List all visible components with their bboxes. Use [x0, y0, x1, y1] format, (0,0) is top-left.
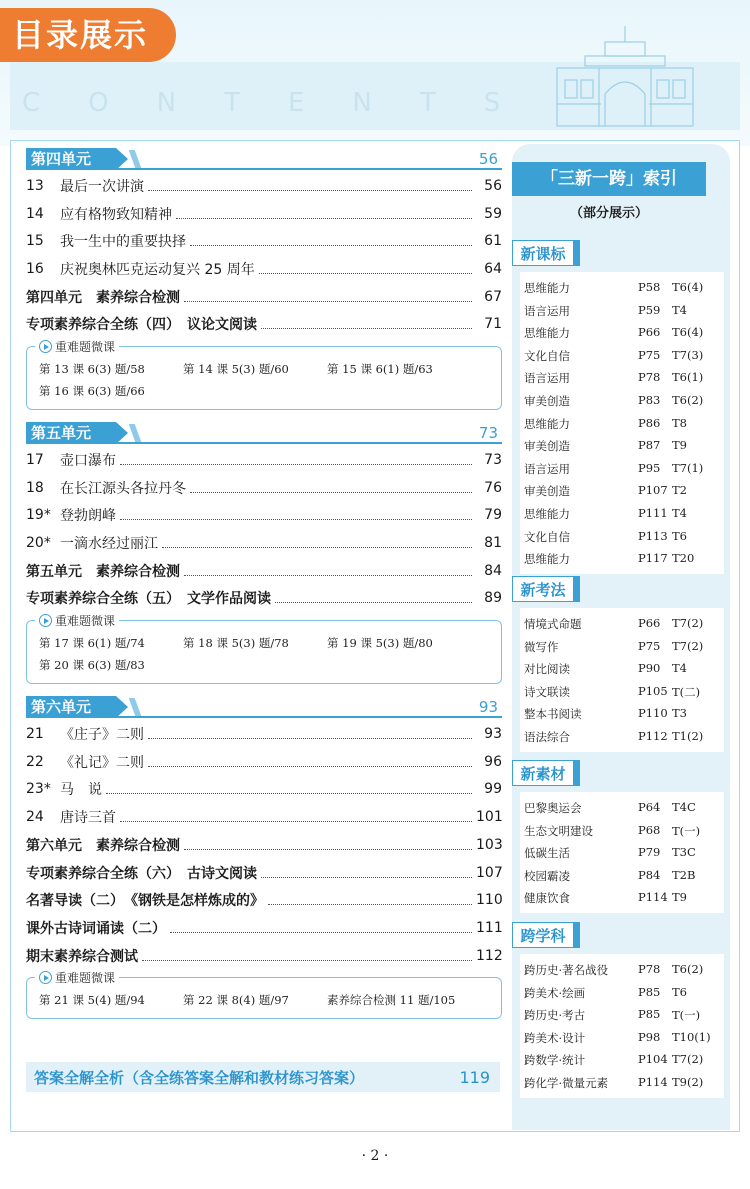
index-item-page: P59 — [638, 302, 661, 317]
weike-label[interactable] — [35, 612, 119, 629]
play-icon — [39, 614, 52, 627]
weike-box — [26, 340, 502, 410]
toc-entry-title: 我一生中的重要抉择 — [60, 234, 186, 251]
weike-label-text: 重难题微课 — [55, 971, 116, 986]
index-item-name: 低碳生活 — [524, 846, 570, 861]
index-item[interactable] — [520, 635, 724, 658]
index-item-name: 审美创造 — [524, 439, 570, 454]
unit-block — [26, 148, 502, 410]
index-item-page: P64 — [638, 800, 661, 814]
toc-leader-dots — [148, 757, 472, 767]
index-section-tag — [512, 240, 580, 266]
index-item-name: 校园霸凌 — [524, 868, 570, 883]
toc-entry[interactable] — [26, 831, 502, 859]
index-item[interactable] — [520, 958, 724, 981]
toc-leader-dots — [190, 236, 472, 246]
index-item-question: T10(1) — [672, 1029, 711, 1044]
index-item[interactable] — [520, 841, 724, 864]
weike-item[interactable]: 素养综合检测 11 题/105 — [327, 993, 456, 1008]
index-item-page: P75 — [638, 347, 661, 362]
weike-item[interactable]: 第 18 课 5(3) 题/78 — [183, 636, 289, 651]
index-item-question: T3 — [672, 706, 687, 721]
index-item-page: P117 — [638, 551, 668, 566]
toc-entry-title: 名著导读（二） 《钢铁是怎样炼成的》 — [26, 893, 264, 910]
index-item-name: 整本书阅读 — [524, 707, 582, 722]
weike-box — [26, 614, 502, 684]
toc-list — [26, 446, 502, 612]
toc-entry[interactable] — [26, 283, 502, 311]
index-item[interactable] — [520, 434, 724, 457]
toc-leader-dots — [190, 483, 472, 493]
toc-entry-title: 第五单元 素养综合检测 — [26, 563, 180, 580]
index-item-name: 对比阅读 — [524, 662, 570, 677]
index-section-label: 跨学科 — [512, 922, 574, 948]
toc-entry[interactable] — [26, 227, 502, 255]
index-item-question: T6(2) — [672, 962, 704, 976]
toc-entry[interactable] — [26, 529, 502, 557]
toc-entry[interactable] — [26, 748, 502, 776]
index-item-name: 思维能力 — [524, 416, 570, 431]
index-section-tag — [512, 760, 580, 786]
index-item-question: T7(2) — [672, 616, 704, 630]
toc-entry-title: 专项素养综合全练（六） 古诗文阅读 — [26, 865, 257, 882]
toc-entry-page: 111 — [476, 919, 503, 936]
toc-entry-page: 71 — [484, 316, 502, 333]
weike-item[interactable]: 第 22 课 8(4) 题/97 — [183, 993, 289, 1008]
index-section-tag — [512, 576, 580, 602]
index-item-name: 生态文明建设 — [524, 823, 593, 838]
index-item[interactable] — [520, 525, 724, 548]
index-item-name: 诗文联读 — [524, 684, 570, 699]
toc-entry-number: 13 — [26, 177, 44, 194]
index-list — [520, 272, 724, 574]
answer-bar[interactable] — [26, 1062, 500, 1092]
toc-entry-page: 56 — [484, 177, 502, 194]
toc-entry-title: 第六单元 素养综合检测 — [26, 837, 180, 854]
toc-entry-title: 壶口瀑布 — [60, 452, 116, 469]
toc-entry-page: 59 — [484, 205, 502, 222]
toc-leader-dots — [184, 292, 472, 302]
toc-entry-number: 20* — [26, 535, 51, 552]
toc-entry-title: 应有格物致知精神 — [60, 206, 172, 223]
index-item-question: T4C — [672, 800, 696, 814]
toc-entry[interactable] — [26, 585, 502, 613]
index-item-page: P110 — [638, 706, 668, 721]
index-item[interactable] — [520, 725, 724, 748]
toc-entry-title: 专项素养综合全练（五） 文学作品阅读 — [26, 591, 271, 608]
toc-entry-title: 一滴水经过丽江 — [60, 536, 158, 553]
index-list — [520, 954, 724, 1098]
toc-leader-dots — [120, 455, 472, 465]
toc-entry-number: 15 — [26, 233, 44, 250]
index-item-name: 审美创造 — [524, 393, 570, 408]
toc-entry-page: 93 — [484, 726, 502, 743]
index-item-question: T20 — [672, 551, 695, 566]
index-item-page: P78 — [638, 370, 661, 385]
index-item[interactable] — [520, 886, 724, 909]
toc-leader-dots — [106, 784, 472, 794]
index-item-name: 文化自信 — [524, 348, 570, 363]
index-item-name: 思维能力 — [524, 552, 570, 567]
weike-label[interactable] — [35, 338, 119, 355]
play-icon — [39, 971, 52, 984]
weike-item[interactable]: 第 19 课 5(3) 题/80 — [327, 636, 433, 651]
weike-label-text: 重难题微课 — [55, 340, 116, 355]
toc-entry[interactable] — [26, 200, 502, 228]
index-item-name: 文化自信 — [524, 529, 570, 544]
toc-entry-number: 21 — [26, 726, 44, 743]
index-item-name: 语言运用 — [524, 371, 570, 386]
index-item-name: 巴黎奥运会 — [524, 801, 582, 815]
index-item-page: P78 — [638, 962, 661, 976]
toc-list — [26, 172, 502, 338]
unit-block — [26, 422, 502, 684]
weike-item[interactable]: 第 20 课 6(3) 题/83 — [39, 658, 145, 673]
toc-entry[interactable] — [26, 310, 502, 338]
page-title: 目录展示 — [0, 8, 176, 62]
index-item-question: T6(4) — [672, 280, 704, 294]
toc-entry-title: 最后一次讲演 — [60, 178, 144, 195]
toc-entry[interactable] — [26, 502, 502, 530]
toc-entry-number: 16 — [26, 260, 44, 277]
index-item-name: 审美创造 — [524, 484, 570, 499]
index-item[interactable] — [520, 1071, 724, 1094]
toc-entry-number: 23* — [26, 781, 51, 798]
index-item[interactable] — [520, 1003, 724, 1026]
index-item-name: 跨美术·设计 — [524, 1030, 586, 1045]
index-item-name: 思维能力 — [524, 506, 570, 521]
toc-entry[interactable] — [26, 942, 502, 970]
index-item-question: T3C — [672, 845, 696, 860]
index-item-page: P105 — [638, 683, 668, 698]
index-item[interactable] — [520, 702, 724, 725]
index-item[interactable] — [520, 502, 724, 525]
index-item[interactable] — [520, 680, 724, 703]
toc-entry-number: 19* — [26, 507, 51, 524]
index-item-question: T6(1) — [672, 370, 704, 385]
toc-column — [26, 148, 502, 1019]
index-item[interactable] — [520, 981, 724, 1004]
index-item-page: P114 — [638, 1074, 668, 1089]
weike-label-text: 重难题微课 — [55, 614, 116, 629]
toc-entry[interactable] — [26, 914, 502, 942]
index-item-name: 跨历史·著名战役 — [524, 963, 609, 977]
unit-page-number: 73 — [478, 424, 498, 443]
index-item-page: P112 — [638, 728, 668, 743]
toc-leader-dots — [120, 510, 472, 520]
index-item-question: T7(3) — [672, 347, 704, 362]
toc-entry-title: 马 说 — [60, 782, 102, 799]
gate-illustration — [555, 24, 695, 128]
index-item-page: P86 — [638, 415, 661, 430]
index-item-page: P114 — [638, 890, 668, 905]
index-item-page: P58 — [638, 280, 661, 294]
unit-block — [26, 696, 502, 1019]
index-section-label: 新考法 — [512, 576, 574, 602]
toc-entry[interactable] — [26, 886, 502, 914]
index-item-name: 跨数学·统计 — [524, 1053, 586, 1068]
index-item-name: 语言运用 — [524, 461, 570, 476]
toc-entry-number: 22 — [26, 753, 44, 770]
toc-entry-page: 64 — [484, 260, 502, 277]
index-item-page: P98 — [638, 1029, 661, 1044]
index-item[interactable] — [520, 366, 724, 389]
unit-header[interactable] — [26, 148, 502, 170]
index-item-question: T2B — [672, 867, 696, 882]
index-item-page: P87 — [638, 438, 661, 453]
index-item-question: T8 — [672, 415, 687, 430]
weike-item[interactable]: 第 17 课 6(1) 题/74 — [39, 636, 145, 651]
toc-entry-title: 在长江源头各拉丹冬 — [60, 480, 186, 497]
weike-box — [26, 971, 502, 1019]
index-item-page: P68 — [638, 822, 661, 837]
toc-entry-title: 唐诗三首 — [60, 810, 116, 827]
index-item-name: 情境式命题 — [524, 617, 582, 631]
index-section-tag — [512, 922, 580, 948]
toc-entry-title: 《礼记》二则 — [60, 754, 144, 771]
toc-leader-dots — [162, 538, 472, 548]
index-item-question: T2 — [672, 483, 687, 498]
weike-item[interactable]: 第 21 课 5(4) 题/94 — [39, 993, 145, 1008]
toc-entry[interactable] — [26, 446, 502, 474]
weike-item[interactable]: 第 14 课 5(3) 题/60 — [183, 362, 289, 377]
toc-entry-page: 89 — [484, 590, 502, 607]
toc-leader-dots — [176, 209, 472, 219]
index-list — [520, 792, 724, 913]
weike-item[interactable]: 第 13 课 6(3) 题/58 — [39, 362, 145, 377]
toc-entry-page: 101 — [476, 809, 503, 826]
weike-label[interactable] — [35, 969, 119, 986]
toc-leader-dots — [184, 566, 472, 576]
toc-leader-dots — [268, 895, 472, 905]
toc-entry-number: 18 — [26, 479, 44, 496]
toc-leader-dots — [120, 812, 472, 822]
index-item-page: P95 — [638, 460, 661, 475]
toc-entry[interactable] — [26, 255, 502, 283]
toc-entry-page: 73 — [484, 451, 502, 468]
index-item[interactable] — [520, 344, 724, 367]
unit-page-number: 93 — [478, 698, 498, 717]
index-section-label: 新素材 — [512, 760, 574, 786]
index-item-page: P85 — [638, 984, 661, 999]
index-item[interactable] — [520, 321, 724, 344]
toc-entry-page: 67 — [484, 288, 502, 305]
toc-leader-dots — [170, 923, 472, 933]
toc-entry-page: 61 — [484, 233, 502, 250]
index-item-page: P83 — [638, 392, 661, 407]
index-list — [520, 608, 724, 752]
toc-entry[interactable] — [26, 557, 502, 585]
index-item-question: T4 — [672, 302, 687, 317]
toc-leader-dots — [259, 264, 472, 274]
index-item[interactable] — [520, 819, 724, 842]
toc-entry-page: 99 — [484, 781, 502, 798]
toc-entry-title: 课外古诗词诵读（二） — [26, 920, 166, 937]
contents-watermark: CONTENTS — [22, 88, 549, 118]
index-item-question: T6 — [672, 984, 687, 999]
index-item-question: T6(4) — [672, 325, 704, 340]
weike-item[interactable]: 第 16 课 6(3) 题/66 — [39, 384, 145, 399]
toc-leader-dots — [261, 319, 472, 329]
toc-entry-page: 81 — [484, 535, 502, 552]
index-item-question: T7(2) — [672, 1052, 704, 1067]
index-item[interactable] — [520, 1048, 724, 1071]
toc-entry-title: 第四单元 素养综合检测 — [26, 289, 180, 306]
index-item-name: 跨美术·绘画 — [524, 985, 586, 1000]
unit-label: 第五单元 — [26, 422, 116, 444]
toc-entry[interactable] — [26, 720, 502, 748]
index-item[interactable] — [520, 457, 724, 480]
index-panel — [512, 144, 730, 1130]
index-item-page: P90 — [638, 661, 661, 676]
index-item-page: P79 — [638, 845, 661, 860]
index-item-name: 思维能力 — [524, 281, 570, 295]
index-item-name: 语言运用 — [524, 303, 570, 318]
toc-leader-dots — [148, 181, 472, 191]
index-item-question: T(二) — [672, 684, 701, 699]
toc-entry-page: 96 — [484, 753, 502, 770]
toc-entry-page: 84 — [484, 562, 502, 579]
index-item-question: T9 — [672, 438, 687, 453]
index-section-label: 新课标 — [512, 240, 574, 266]
index-item[interactable] — [520, 547, 724, 570]
toc-entry[interactable] — [26, 776, 502, 804]
index-item[interactable] — [520, 864, 724, 887]
index-item-question: T6(2) — [672, 392, 704, 407]
page-header — [0, 0, 750, 146]
unit-label: 第四单元 — [26, 148, 116, 170]
index-item[interactable] — [520, 796, 724, 819]
index-item-page: P66 — [638, 325, 661, 340]
play-icon — [39, 340, 52, 353]
index-item-name: 健康饮食 — [524, 891, 570, 906]
index-item[interactable] — [520, 612, 724, 635]
toc-entry[interactable] — [26, 859, 502, 887]
answer-label: 答案全解全析（含全练答案全解和教材练习答案） — [34, 1068, 365, 1087]
index-item-page: P107 — [638, 483, 668, 498]
index-item-page: P75 — [638, 638, 661, 653]
index-item-question: T4 — [672, 505, 687, 520]
toc-leader-dots — [142, 951, 472, 961]
page-number: · 2 · — [361, 1148, 389, 1164]
index-item[interactable] — [520, 479, 724, 502]
index-item-question: T6 — [672, 528, 687, 543]
unit-header[interactable] — [26, 422, 502, 444]
toc-entry-page: 103 — [476, 836, 503, 853]
index-item[interactable] — [520, 389, 724, 412]
index-item-question: T7(2) — [672, 638, 704, 653]
index-item-page: P85 — [638, 1007, 661, 1022]
toc-leader-dots — [275, 593, 472, 603]
toc-entry-page: 110 — [476, 892, 503, 909]
index-item-page: P66 — [638, 616, 661, 630]
toc-entry-title: 《庄子》二则 — [60, 727, 144, 744]
toc-entry-page: 112 — [476, 947, 503, 964]
toc-leader-dots — [148, 729, 472, 739]
index-item[interactable] — [520, 657, 724, 680]
index-title: 「三新一跨」索引 — [512, 162, 706, 196]
index-item-page: P113 — [638, 528, 668, 543]
index-item[interactable] — [520, 276, 724, 299]
index-item[interactable] — [520, 1026, 724, 1049]
toc-entry-title: 专项素养综合全练（四） 议论文阅读 — [26, 317, 257, 334]
index-item-question: T9(2) — [672, 1074, 704, 1089]
index-item[interactable] — [520, 299, 724, 322]
toc-entry-title: 登勃朗峰 — [60, 508, 116, 525]
index-item-name: 微写作 — [524, 639, 559, 654]
toc-leader-dots — [261, 868, 472, 878]
index-item-question: T4 — [672, 661, 687, 676]
index-item-question: T9 — [672, 890, 687, 905]
toc-entry-title: 期末素养综合测试 — [26, 948, 138, 965]
index-item-name: 跨历史·考古 — [524, 1008, 586, 1023]
index-item-question: T1(2) — [672, 728, 704, 743]
toc-entry-page: 76 — [484, 479, 502, 496]
toc-entry[interactable] — [26, 803, 502, 831]
unit-label: 第六单元 — [26, 696, 116, 718]
index-item-question: T(一) — [672, 1008, 701, 1023]
weike-item[interactable]: 第 15 课 6(1) 题/63 — [327, 362, 433, 377]
toc-entry-number: 24 — [26, 809, 44, 826]
toc-list — [26, 720, 502, 969]
toc-entry[interactable] — [26, 474, 502, 502]
toc-entry-title: 庆祝奥林匹克运动复兴 25 周年 — [60, 261, 255, 278]
toc-entry-number: 17 — [26, 451, 44, 468]
index-subtitle: （部分展示） — [569, 206, 648, 221]
index-item[interactable] — [520, 412, 724, 435]
index-item-question: T7(1) — [672, 460, 704, 475]
index-item-name: 思维能力 — [524, 326, 570, 341]
index-item-question: T(一) — [672, 823, 701, 838]
index-item-page: P84 — [638, 867, 661, 882]
unit-page-number: 56 — [478, 150, 498, 168]
toc-entry-page: 79 — [484, 507, 502, 524]
toc-entry[interactable] — [26, 172, 502, 200]
index-item-name: 跨化学·微量元素 — [524, 1075, 609, 1090]
toc-entry-page: 107 — [476, 864, 503, 881]
unit-header[interactable] — [26, 696, 502, 718]
toc-entry-number: 14 — [26, 205, 44, 222]
index-item-name: 语法综合 — [524, 729, 570, 744]
toc-leader-dots — [184, 840, 472, 850]
answer-page: 119 — [459, 1067, 490, 1087]
index-item-page: P104 — [638, 1052, 668, 1067]
index-item-page: P111 — [638, 505, 668, 520]
